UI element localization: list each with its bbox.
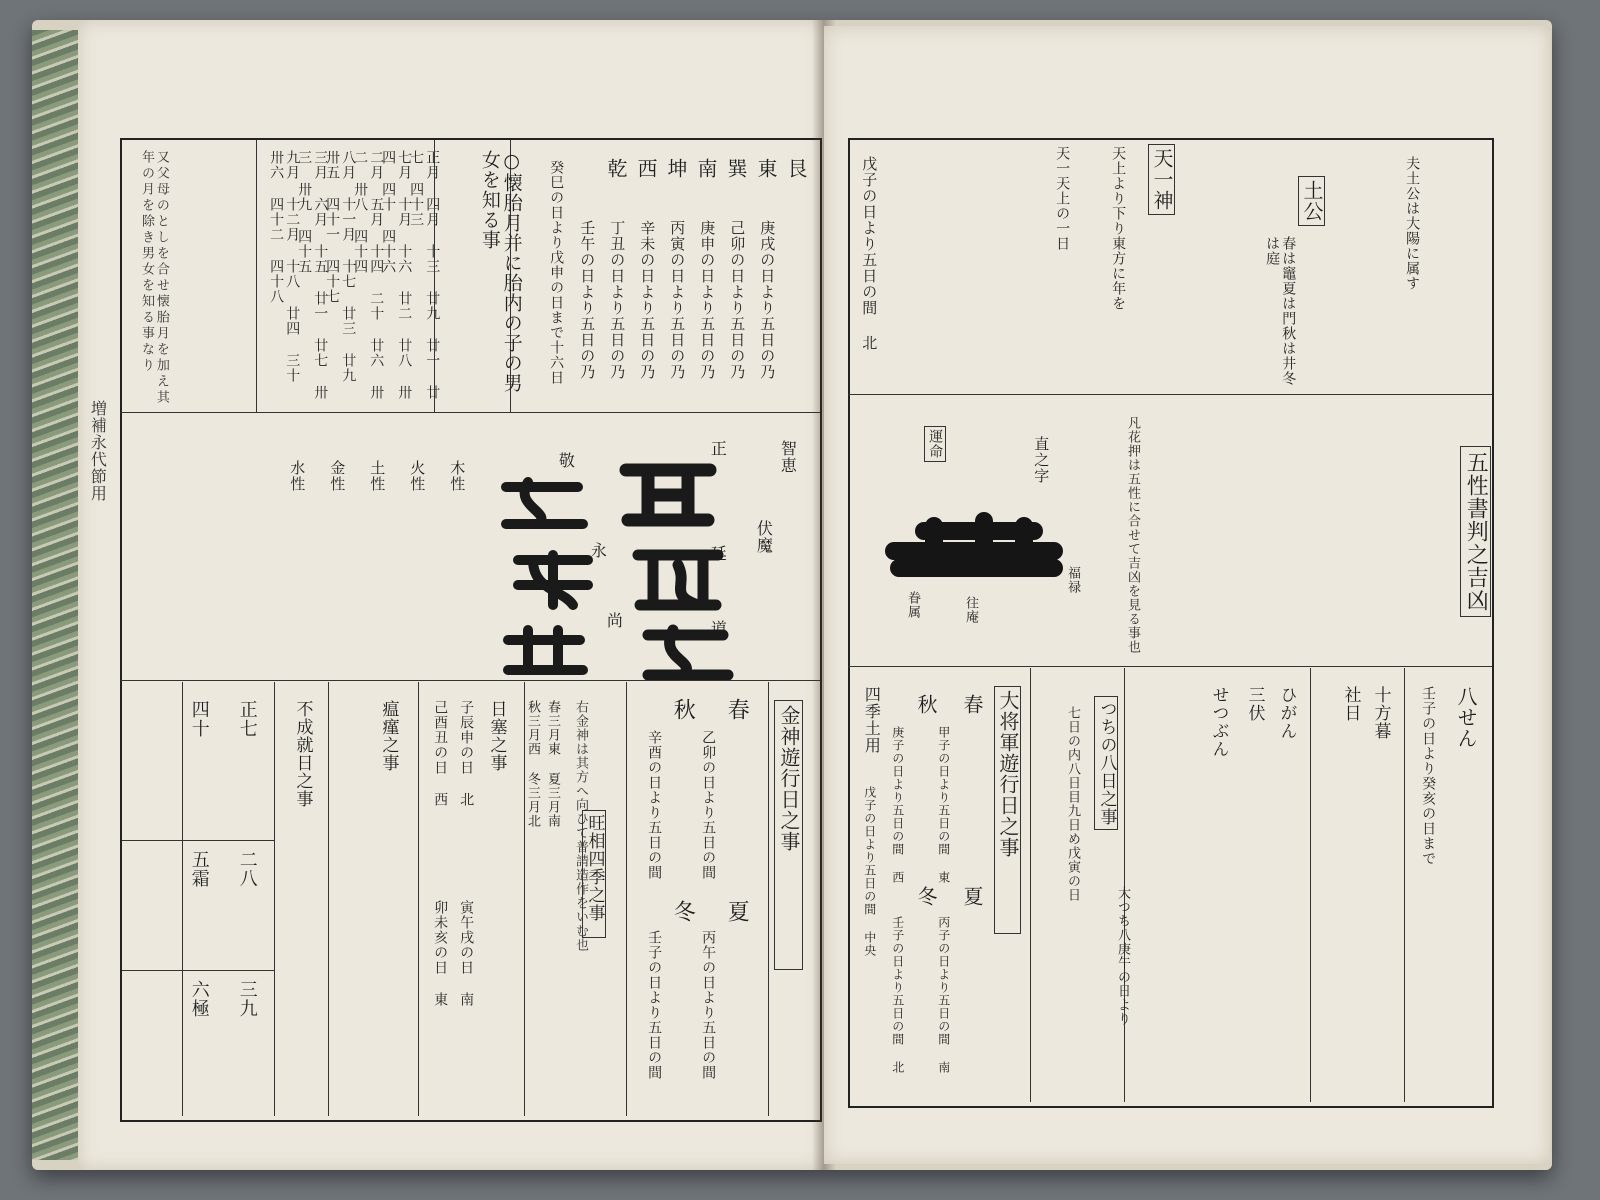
season-label: 春 — [960, 694, 984, 715]
heading-onko: 瘟瘽之事 — [378, 700, 399, 772]
line-text: 壬子の日より五日の間 — [646, 930, 663, 1080]
day-row: 辛未の日より五日の乃 — [638, 220, 657, 380]
line-text: 乙卯の日より五日の間 — [700, 730, 717, 880]
line-text: 子辰申の日 北 — [458, 700, 475, 807]
heading-taishogun: 大将軍遊行日之事 — [994, 686, 1021, 934]
line-text: 丙子の日より五日の間 南 — [936, 916, 951, 1074]
line-text: 己酉丑の日 西 — [432, 700, 449, 807]
book-spine — [32, 30, 80, 1160]
direction-label: 南 — [694, 158, 718, 179]
line-text: 丙午の日より五日の間 — [700, 930, 717, 1080]
seal-label: 永 — [588, 542, 608, 559]
line-text: 夫土公は大陽に属す — [1404, 156, 1421, 291]
side-label: 伏魔 — [754, 520, 774, 554]
line-text: 春は竈夏は門秋は井冬は庭 — [1264, 236, 1297, 386]
heading-tsuchi: つちの八日之事 — [1094, 696, 1118, 830]
month-row: 二月 五月 十四 二十 廿六 卅二 卅八 四十四 — [352, 150, 385, 400]
month-row: 八月 十一月 十七 廿三 廿九 卅五 四十一 四十七 — [324, 150, 357, 383]
line-text: 寅午戌の日 南 — [458, 900, 475, 1007]
count-label: 四十 — [188, 700, 210, 738]
line-text: 大つち八庚午の日より — [1114, 886, 1130, 1026]
line-text: 秋三月西 冬三月北 — [524, 700, 540, 828]
nature-label: 金性 — [328, 460, 347, 492]
right-page — [824, 26, 1550, 1164]
line-text: 辛酉の日より五日の間 — [646, 730, 663, 880]
notes-text: 又父母のとしを合せ懐胎月を加え其年の月を除き男女を知る事なり — [138, 150, 169, 406]
nature-label: 水性 — [288, 460, 307, 492]
day-row: 己卯の日より五日の乃 — [728, 220, 747, 380]
line-text: 甲子の日より五日の間 東 — [936, 726, 951, 884]
line-text: 四季土用 — [862, 686, 882, 754]
seal-label: 正 — [708, 440, 728, 457]
direction-label: 乾 — [604, 158, 628, 179]
kao-seal-icon — [638, 620, 738, 680]
line-text: 壬子の日より五日の間 北 — [890, 916, 905, 1074]
line-text: 七日の内八日目九日め戊寅の日 — [1064, 706, 1080, 902]
kao-seal-icon — [508, 545, 598, 615]
day-row: 庚戌の日より五日の乃 — [758, 220, 777, 380]
heading-dokou: 土公 — [1298, 176, 1325, 226]
count-label: 二八 — [236, 850, 258, 888]
seal-label: 敬 — [556, 452, 576, 469]
heading-ouso: 旺相四季之事 — [582, 810, 606, 938]
season-label: 秋 — [670, 698, 696, 721]
notes-text: 凡花押は五性に合せて吉凶を見る事也 — [1124, 416, 1140, 654]
month-row: 正月 四月 十三 廿九 廿一 廿七 四十三 — [408, 150, 441, 400]
day-row: 壬午の日より五日の乃 — [578, 220, 597, 380]
season-label: 冬 — [670, 900, 696, 923]
line-text: 壬子の日より癸亥の日まで — [1420, 686, 1437, 866]
heading-tenichijin: 天一神 — [1148, 144, 1175, 215]
margin-title: 増補永代節用 — [88, 400, 108, 502]
direction-label: 艮 — [784, 158, 808, 179]
heading-setsubun: せつぶん — [1208, 686, 1229, 758]
box-label: 直之字 — [1032, 436, 1051, 484]
count-label: 五霜 — [188, 850, 210, 888]
season-label: 夏 — [960, 886, 984, 907]
heading-shanichi: 社日 — [1340, 686, 1361, 722]
line-text: 戊子の日より五日の間 中央 — [862, 786, 877, 957]
month-row: 七月 十月 十六 廿二 廿八 卅四 四十 四十六 — [380, 150, 413, 400]
month-row: 九月 十二月 十八 廿四 三十 卅六 四十二 四十八 — [268, 150, 301, 383]
heading-gosho: 五性書判之吉凶 — [1460, 446, 1491, 617]
season-label: 冬 — [914, 886, 938, 907]
notes-text: 右金神は其方へ向ひて普請造作をいむ也 — [572, 700, 588, 952]
count-label: 三九 — [236, 980, 258, 1018]
line-text: 卯未亥の日 東 — [432, 900, 449, 1007]
line-text: 春三月東 夏三月南 — [544, 700, 560, 828]
kao-seal-icon — [498, 620, 588, 680]
side-label: 智恵 — [778, 440, 798, 474]
box-label: 眷属 — [904, 591, 920, 619]
kao-seal-icon — [628, 540, 728, 620]
nature-label: 火性 — [408, 460, 427, 492]
season-label: 秋 — [914, 694, 938, 715]
line-text: 戊子の日より五日の間 北 — [860, 156, 879, 351]
nature-label: 木性 — [448, 460, 467, 492]
seal-label: 道 — [708, 620, 728, 637]
line-text: 天一天上の一日 — [1054, 146, 1071, 251]
heading-higan: ひがん — [1276, 686, 1297, 740]
seal-label: 尚 — [604, 612, 624, 629]
heading-jippougure: 十方暮 — [1370, 686, 1391, 740]
heading-hassen: 八せん — [1454, 686, 1478, 749]
heading-kinjin: 金神遊行日之事 — [774, 700, 803, 970]
kao-seal-icon — [884, 506, 1064, 586]
heading-hisai: 日塞之事 — [486, 700, 507, 772]
season-label: 春 — [724, 698, 750, 721]
day-row: 丙寅の日より五日の乃 — [668, 220, 687, 380]
direction-label: 巽 — [724, 158, 748, 179]
kao-seal-icon — [618, 450, 718, 530]
direction-label: 坤 — [664, 158, 688, 179]
season-label: 夏 — [724, 900, 750, 923]
seal-label: 延 — [708, 545, 728, 562]
book — [32, 20, 1552, 1170]
nature-label: 土性 — [368, 460, 387, 492]
day-row: 庚申の日より五日の乃 — [698, 220, 717, 380]
heading-fujoju: 不成就日之事 — [292, 700, 313, 808]
day-row: 癸巳の日より戊申の日まで十六日 — [548, 160, 565, 385]
count-label: 六極 — [188, 980, 210, 1018]
heading-sanpuku: 三伏 — [1244, 686, 1265, 722]
count-label: 正七 — [236, 700, 258, 738]
box-label: 運命 — [924, 426, 946, 462]
kao-seal-icon — [498, 472, 588, 532]
day-row: 丁丑の日より五日の乃 — [608, 220, 627, 380]
pregnancy-title: ○懐胎月并に胎内の子の男女を知る事 — [478, 150, 523, 393]
left-page — [78, 20, 824, 1170]
box-label: 福禄 — [1064, 566, 1080, 594]
month-row: 三月 六月 十五 廿一 廿七 卅三 卅九 四十五 — [296, 150, 329, 400]
direction-label: 西 — [634, 158, 658, 179]
line-text: 庚子の日より五日の間 西 — [890, 726, 905, 884]
direction-label: 東 — [754, 158, 778, 179]
box-label: 往庵 — [962, 596, 978, 624]
line-text: 天上より下り東方に年を — [1110, 146, 1127, 311]
